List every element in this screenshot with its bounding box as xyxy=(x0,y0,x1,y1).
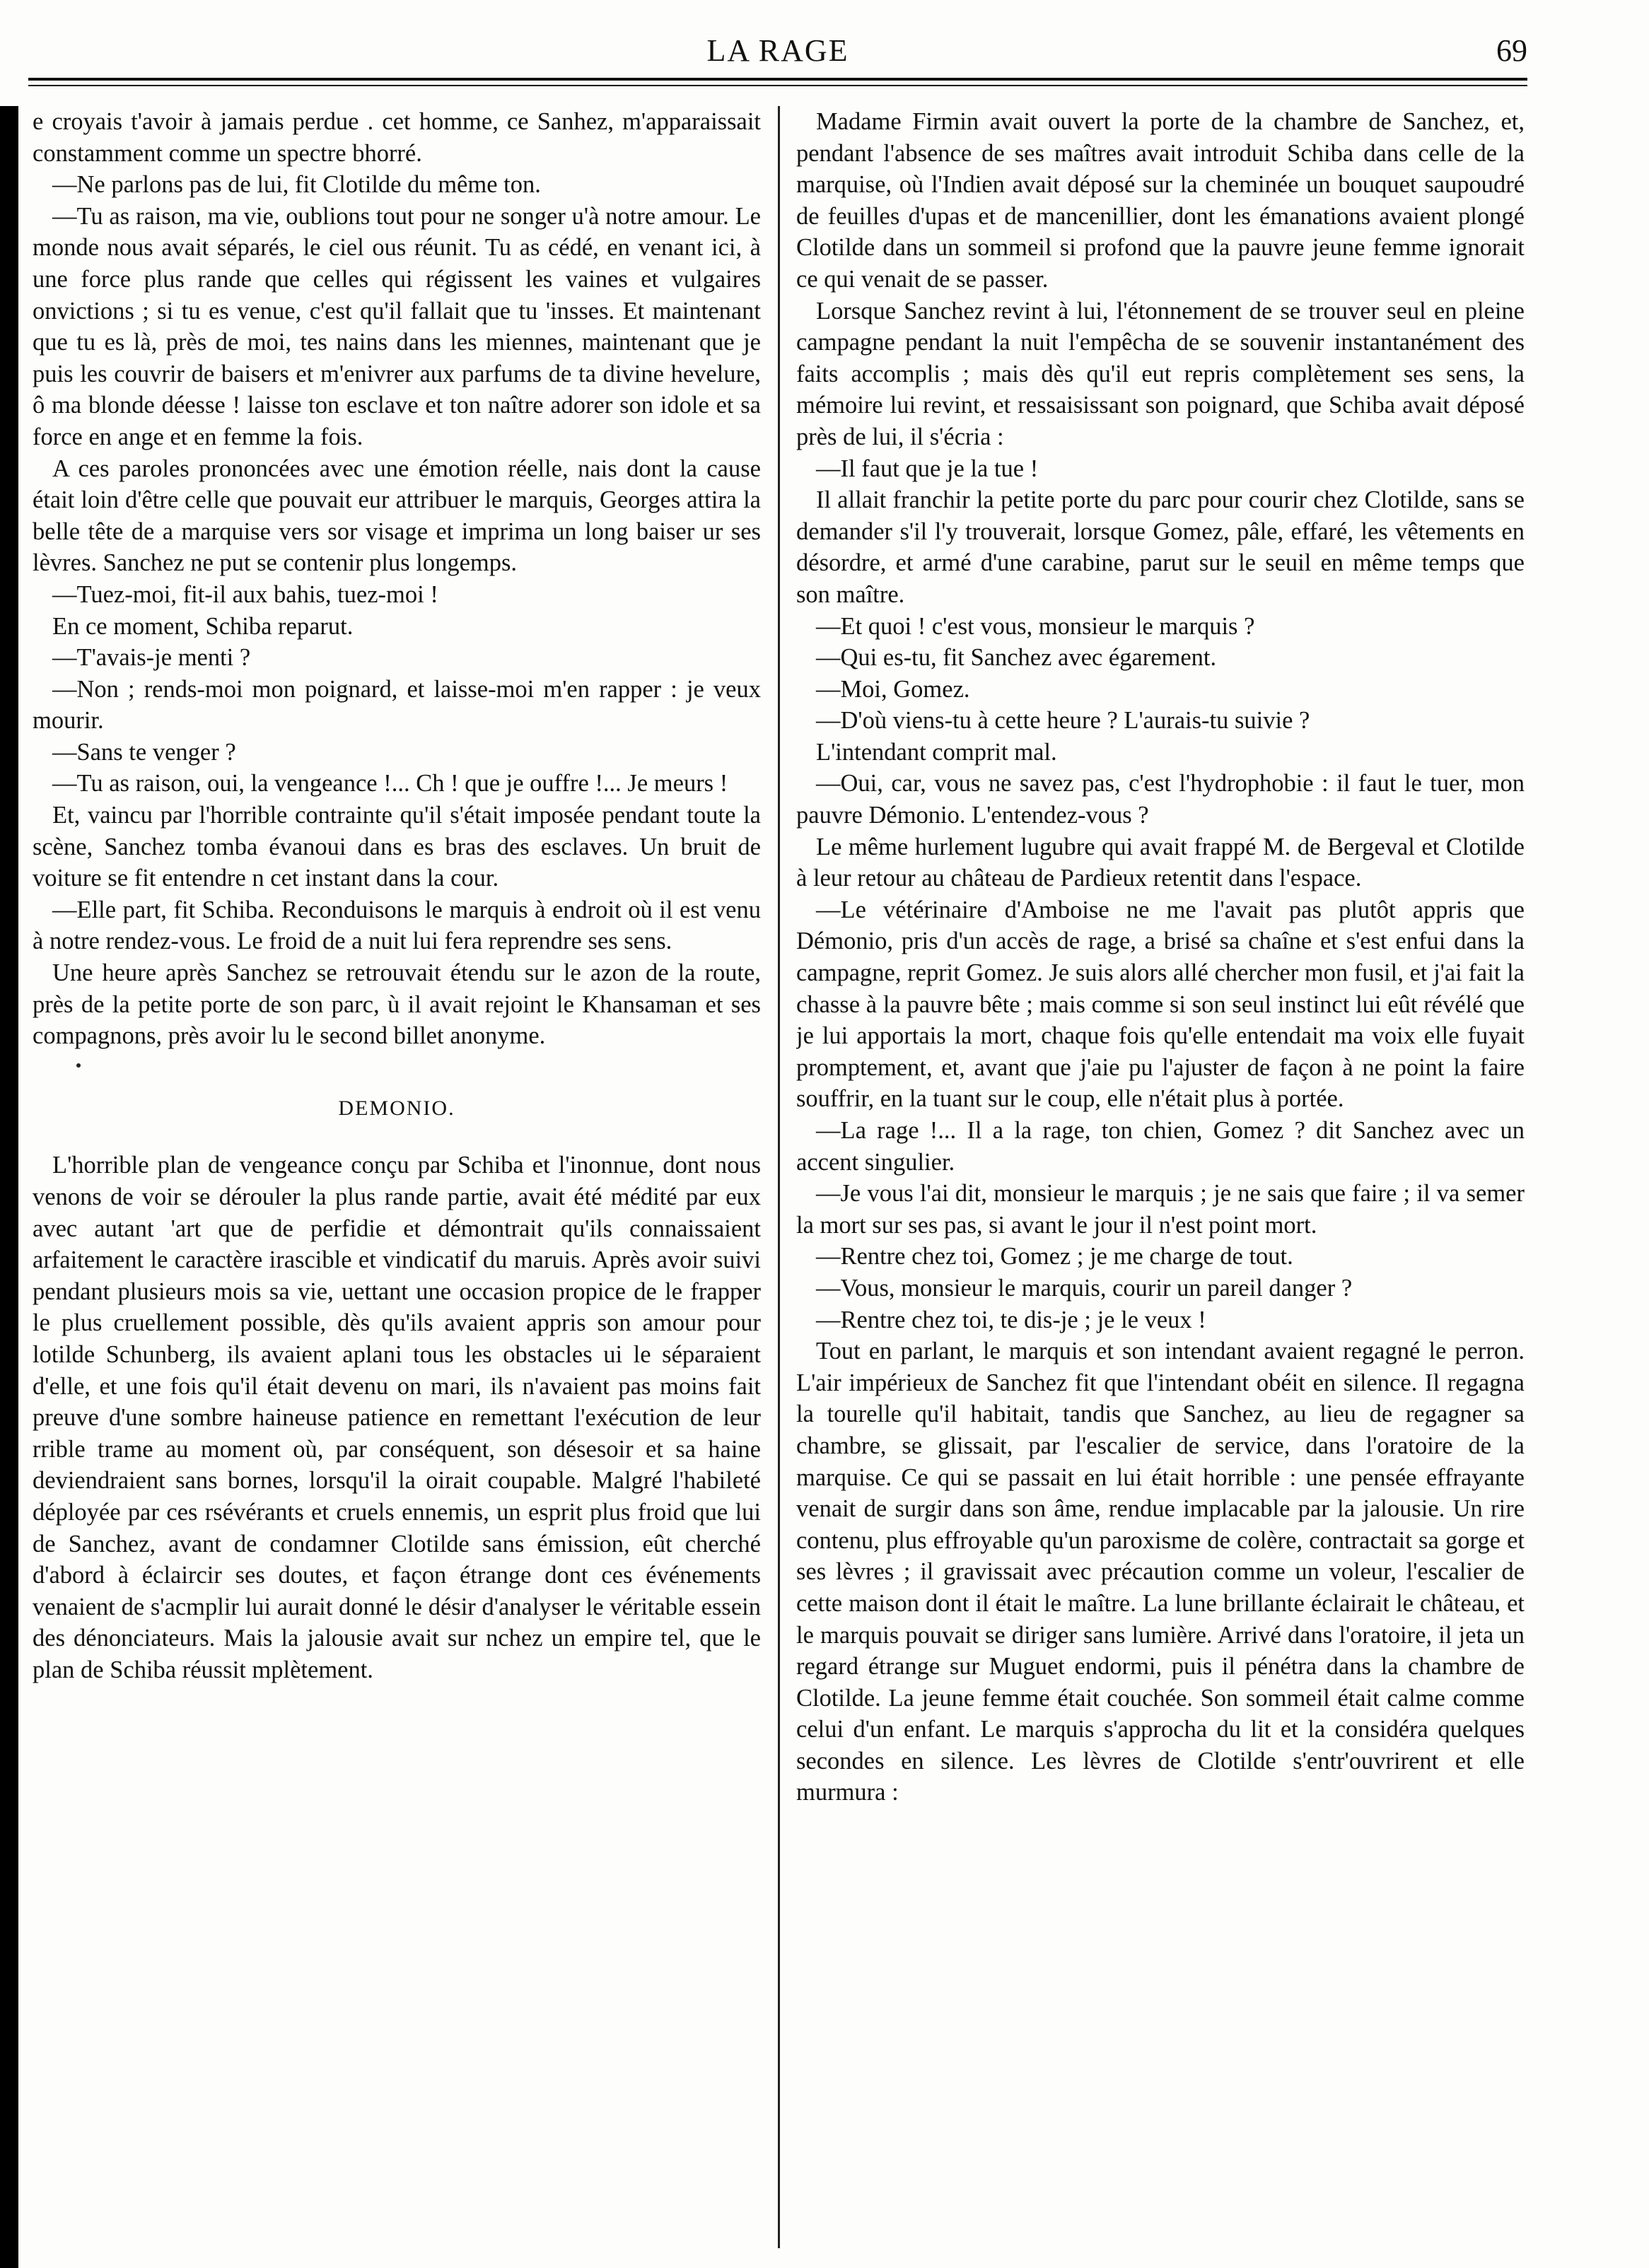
paragraph: —Oui, car, vous ne savez pas, c'est l'hydrophobie : il faut le tuer, mon pauvre Démonio. L'entendez-vous ? xyxy=(796,770,1525,829)
paragraph: A ces paroles prononcées avec une émotion réelle, nais dont la cause était loin d'être celle que pouvait eur attribuer le marquis, Georges attira la belle tête de a marquise vers sor visage et imprima un long baiser ur ses lèvres. Sanchez ne put se contenir plus longemps. xyxy=(33,455,761,577)
right-column xyxy=(796,106,1525,2255)
section-heading: DEMONIO. xyxy=(338,1096,455,1120)
header-rule-thick xyxy=(28,78,1527,81)
left-column xyxy=(33,106,761,2255)
paragraph: Il allait franchir la petite porte du parc pour courir chez Clotilde, sans se demander s'il l'y trouverait, lorsque Gomez, pâle, effaré, les vêtements en désordre, et armé d'une carabine, parut sur le seuil en même temps que son maître. xyxy=(796,486,1525,608)
paragraph: —Qui es-tu, fit Sanchez avec égarement. xyxy=(816,644,1217,672)
paragraph: —Moi, Gomez. xyxy=(816,675,970,703)
paragraph: —Il faut que je la tue ! xyxy=(816,455,1039,482)
paragraph: e croyais t'avoir à jamais perdue . cet homme, ce Sanhez, m'apparaissait constamment comme un spectre bhorré. xyxy=(33,108,761,167)
paragraph: —Je vous l'ai dit, monsieur le marquis ; je ne sais que faire ; il va semer la mort sur ses pas, si avant le jour il n'est point mort. xyxy=(796,1180,1525,1239)
paragraph: —Ne parlons pas de lui, fit Clotilde du même ton. xyxy=(52,171,541,199)
paragraph: —La rage !... Il a la rage, ton chien, Gomez ? dit Sanchez avec un accent singulier. xyxy=(796,1117,1525,1176)
paragraph: Lorsque Sanchez revint à lui, l'étonnement de se trouver seul en pleine campagne pendant la nuit l'empêcha de se souvenir instantanément des faits accomplis ; mais dès qu'il eut repris complètement ses sens, la mémoire lui revint, et ressaisissant son poignard, que Schiba avait déposé près de lui, il s'écria : xyxy=(796,297,1525,450)
paragraph: Tout en parlant, le marquis et son intendant avaient regagné le perron. L'air impérieux de Sanchez fit que l'intendant obéit en silence. Il regagna la tourelle qu'il habitait, tandis que Sanchez, au lieu de regagner sa chambre, se glissait, par l'escalier de service, dans l'oratoire de la marquise. Ce qui se passait en lui était horrible : une pensée effrayante venait de surgir dans son âme, rendue implacable par la jalousie. Un rire contenu, plus effroyable qu'un paroxisme de colère, contractait sa gorge et ses lèvres ; il gravissait avec précaution comme un voleur, l'escalier de cette maison dont il était le maître. La lune brillante éclairait le château, et le marquis pouvait se diriger sans lumière. Arrivé dans l'oratoire, il jeta un regard étrange sur Muguet endormi, puis il pénétra dans la chambre de Clotilde. La jeune femme était couchée. Son sommeil était calme comme celui d'un enfant. Le marquis s'approcha du lit et la considéra quelques secondes en silence. Les lèvres de Clotilde s'entr'ouvrirent et elle murmura : xyxy=(796,1338,1525,1806)
running-title: LA RAGE xyxy=(706,33,849,68)
paragraph: L'horrible plan de vengeance conçu par Schiba et l'inonnue, dont nous venons de voir se dérouler la plus rande partie, avait été médité par eux avec autant 'art que de perfidie et démontrait qu'ils connaissaient arfaitement le caractère irascible et vindicatif du maruis. Après avoir suivi pendant plusieurs mois sa vie, uettant une occasion propice de le frapper le plus cruellement possible, dès qu'ils avaient appris son amour pour lotilde Schunberg, ils avaient aplani tous les obstacles ui le séparaient d'elle, et une fois qu'il était devenu on mari, ils n'avaient pas moins fait preuve d'une sombre haineuse patience en remettant l'exécution de leur rrible trame au moment où, par conséquent, son désesoir et sa haine deviendraient sans bornes, lorsqu'il la oirait coupable. Malgré l'habileté déployée par ces rsévérants et cruels ennemis, un esprit plus froid que lui de Sanchez, avant de condamner Clotilde sans émission, eût cherché d'abord à éclaircir ses doutes, et façon étrange dont ces événements venaient de s'acmplir lui aurait donné le désir d'analyser le véritable essein des dénonciateurs. Mais la jalousie avait sur nchez un empire tel, que le plan de Schiba réussit mplètement. xyxy=(33,1152,761,1683)
paragraph: —Sans te venger ? xyxy=(52,738,236,766)
print-dot-mark xyxy=(75,1062,82,1069)
paragraph: Une heure après Sanchez se retrouvait étendu sur le azon de la route, près de la petite porte de son parc, ù il avait rejoint le Khansaman et ses compagnons, près avoir lu le second billet anonyme. xyxy=(33,959,761,1050)
paragraph: Le même hurlement lugubre qui avait frappé M. de Bergeval et Clotilde à leur retour au château de Pardieux retentit dans l'espace. xyxy=(796,833,1525,892)
page-number: 69 xyxy=(1496,33,1527,68)
paragraph: —Tu as raison, ma vie, oublions tout pour ne songer u'à notre amour. Le monde nous avait séparés, le ciel ous réunit. Tu as cédé, en venant ici, à une force plus rande que celles qui régissent les vaines et vulgaires onvictions ; si tu es venue, c'est qu'il fallait que tu 'insses. Et maintenant que tu es là, près de moi, tes nains dans les miennes, maintenant que je puis les couvrir de baisers et m'enivrer aux parfums de ta divine hevelure, ô ma blonde déesse ! laisse ton esclave et ton naître adorer son idole et sa force en ange et en femme la fois. xyxy=(33,202,761,450)
column-divider xyxy=(778,106,780,2248)
paragraph: —Vous, monsieur le marquis, courir un pareil danger ? xyxy=(816,1274,1353,1302)
page-header xyxy=(28,25,1527,75)
paragraph: —Rentre chez toi, Gomez ; je me charge de tout. xyxy=(816,1243,1293,1270)
paragraph: —D'où viens-tu à cette heure ? L'aurais-tu suivie ? xyxy=(816,707,1310,735)
paragraph: L'intendant comprit mal. xyxy=(816,738,1057,766)
paragraph: Madame Firmin avait ouvert la porte de la chambre de Sanchez, et, pendant l'absence de ses maîtres avait introduit Schiba dans celle de la marquise, où l'Indien avait déposé sur la cheminée un bouquet saupoudré de feuilles d'upas et de mancenillier, dont les émanations avaient plongé Clotilde dans un sommeil si profond que la pauvre jeune femme ignorait ce qui venait de se passer. xyxy=(796,108,1525,293)
paragraph: —Tu as raison, oui, la vengeance !... Ch ! que je ouffre !... Je meurs ! xyxy=(52,770,728,797)
paragraph: Et, vaincu par l'horrible contrainte qu'il s'était imposée pendant toute la scène, Sanchez tomba évanoui dans es bras des esclaves. Un bruit de voiture se fit entendre n cet instant dans la cour. xyxy=(33,802,761,892)
paragraph: —Rentre chez toi, te dis-je ; je le veux ! xyxy=(816,1306,1206,1333)
scan-binding-edge xyxy=(0,106,18,2268)
paragraph: —Elle part, fit Schiba. Reconduisons le marquis à endroit où il est venu à notre rendez-vous. Le froid de a nuit lui fera reprendre ses sens. xyxy=(33,896,761,955)
paragraph: —Et quoi ! c'est vous, monsieur le marquis ? xyxy=(816,612,1255,640)
header-rule-thin xyxy=(28,85,1527,86)
paragraph: —Le vétérinaire d'Amboise ne me l'avait pas plutôt appris que Démonio, pris d'un accès de rage, a brisé sa chaîne et s'est enfui dans la campagne, reprit Gomez. Je suis alors allé chercher mon fusil, et j'ai fait la chasse à la pauvre bête ; mais comme si son seul instinct lui eût révélé que je lui apportais la mort, chaque fois qu'elle entendait ma voix elle fuyait promptement, et, avant que j'aie pu l'ajuster de façon à ne point la faire souffrir, en la tuant sur le coup, elle n'était plus à portée. xyxy=(796,896,1525,1113)
paragraph: —Non ; rends-moi mon poignard, et laisse-moi m'en rapper : je veux mourir. xyxy=(33,675,761,735)
paragraph: En ce moment, Schiba reparut. xyxy=(52,612,354,640)
paragraph: —Tuez-moi, fit-il aux bahis, tuez-moi ! xyxy=(52,580,438,608)
paragraph: —T'avais-je menti ? xyxy=(52,644,251,672)
